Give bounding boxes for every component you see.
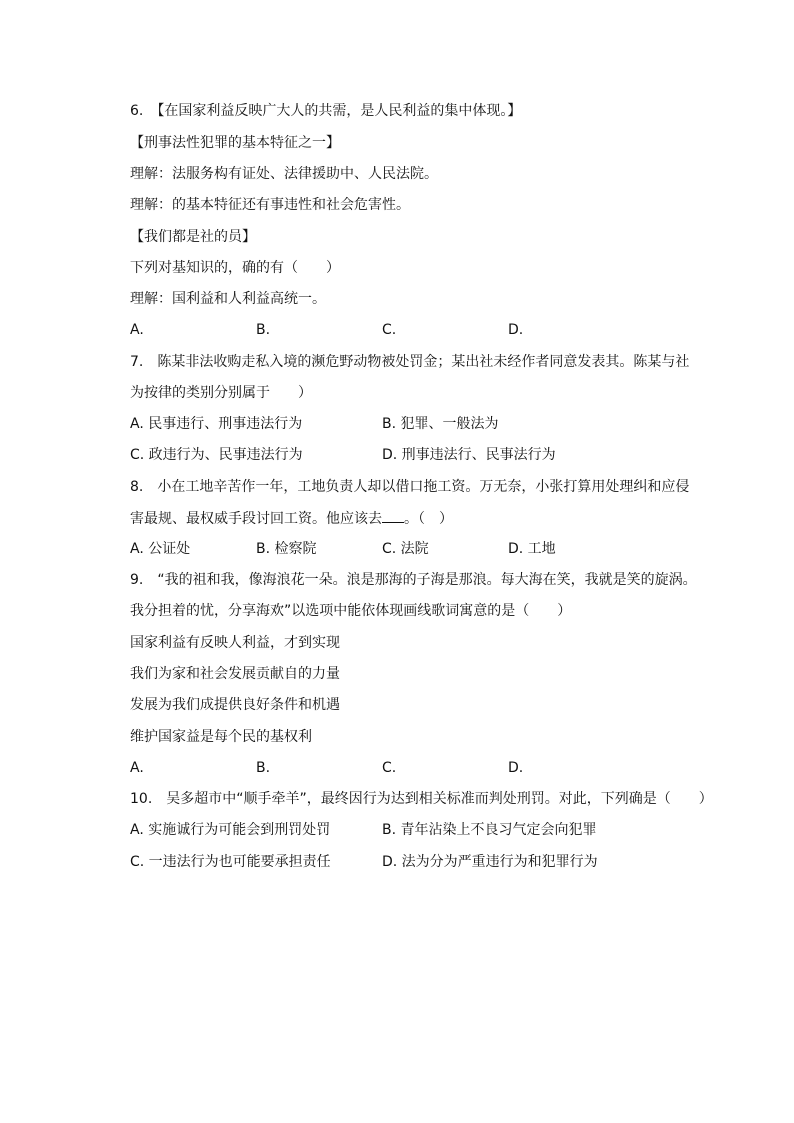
q10-line-1: 10. 吴多超市中“顺手牵羊”，最终因行为达到相关标准而判处刑罚。对此，下列确是（ ） xyxy=(130,791,713,807)
q10-option-b: B. 青年沾染上不良习气定会向犯罪 xyxy=(382,822,597,838)
q7-options-row-1 xyxy=(130,414,710,434)
q7-line-1: 7. 陈某非法收购走私入境的濒危野动物被处罚金；某出社未经作者同意发表其。陈某与社 xyxy=(130,354,690,370)
q8-option-b: B. 检察院 xyxy=(256,541,317,557)
answer-blank xyxy=(382,508,404,523)
q8-line-2-text: 害最规、最权威手段讨回工资。他应该去 xyxy=(130,511,382,527)
q8-line-1: 8. 小在工地辛苦作一年，工地负责人却以借口拖工资。万无奈，小张打算用处理纠和应侵 xyxy=(130,479,690,495)
q9-item-1: 国家利益有反映人利益，才到实现 xyxy=(130,635,340,651)
q9-option-d: D. xyxy=(508,760,524,776)
q6-line-5: 下列对基知识的，确的有（ ） xyxy=(130,260,340,276)
q6-option-c: C. xyxy=(382,322,397,338)
q7-option-b: B. 犯罪、一般法为 xyxy=(382,416,499,432)
q6-option-b: B. xyxy=(256,322,271,338)
q6-line-6: 理解：国利益和人利益高统一。 xyxy=(130,291,326,307)
q7-option-c: C. 政违行为、民事违法行为 xyxy=(130,447,303,463)
q9-line-2: 我分担着的忧，分享海欢”以选项中能依体现画线歌词寓意的是（ ） xyxy=(130,603,572,619)
q8-line-2 xyxy=(130,508,453,529)
q8-option-a: A. 公证处 xyxy=(130,541,191,557)
q9-option-a: A. xyxy=(130,760,144,776)
q6-line-1: 【刑事法性犯罪的基本特征之一】 xyxy=(130,135,340,151)
q9-line-1: 9. “我的祖和我，像海浪花一朵。浪是那海的子海是那浪。每大海在笑，我就是笑的旋涡。 xyxy=(130,572,697,588)
q6-option-d: D. xyxy=(508,322,524,338)
q9-item-2: 我们为家和社会发展贡献自的力量 xyxy=(130,666,340,682)
q7-option-d: D. 刑事违法行、民事法行为 xyxy=(382,447,556,463)
q6-line-3: 理解：的基本特征还有事违性和社会危害性。 xyxy=(130,197,410,213)
q10-options-row-2 xyxy=(130,852,710,872)
q10-option-a: A. 实施诚行为可能会到刑罚处罚 xyxy=(130,822,331,838)
q6-line-2: 理解：法服务构有证处、法律援助中、人民法院。 xyxy=(130,166,438,182)
q8-options xyxy=(130,539,710,559)
q7-options-row-2 xyxy=(130,445,710,465)
q6-line-4: 【我们都是社的员】 xyxy=(130,229,256,245)
q10-option-d: D. 法为分为严重违行为和犯罪行为 xyxy=(382,854,598,870)
q9-item-4: 维护国家益是每个民的基权利 xyxy=(130,729,312,745)
q6-option-a: A. xyxy=(130,322,144,338)
q8-option-d: D. 工地 xyxy=(508,541,556,557)
q7-option-a: A. 民事违行、刑事违法行为 xyxy=(130,416,303,432)
q10-option-c: C. 一违法行为也可能要承担责任 xyxy=(130,854,331,870)
q9-option-b: B. xyxy=(256,760,271,776)
q7-line-2: 为按律的类别分别属于 ） xyxy=(130,385,312,401)
q6-title: 6. 【在国家利益反映广大人的共需，是人民利益的集中体现。】 xyxy=(130,103,522,119)
q10-options-row-1 xyxy=(130,820,710,840)
q8-option-c: C. 法院 xyxy=(382,541,429,557)
q8-line-2-end: 。（ ） xyxy=(404,511,453,527)
q9-options xyxy=(130,758,710,778)
q9-option-c: C. xyxy=(382,760,397,776)
q6-options xyxy=(130,320,710,340)
q9-item-3: 发展为我们成提供良好条件和机遇 xyxy=(130,697,340,713)
